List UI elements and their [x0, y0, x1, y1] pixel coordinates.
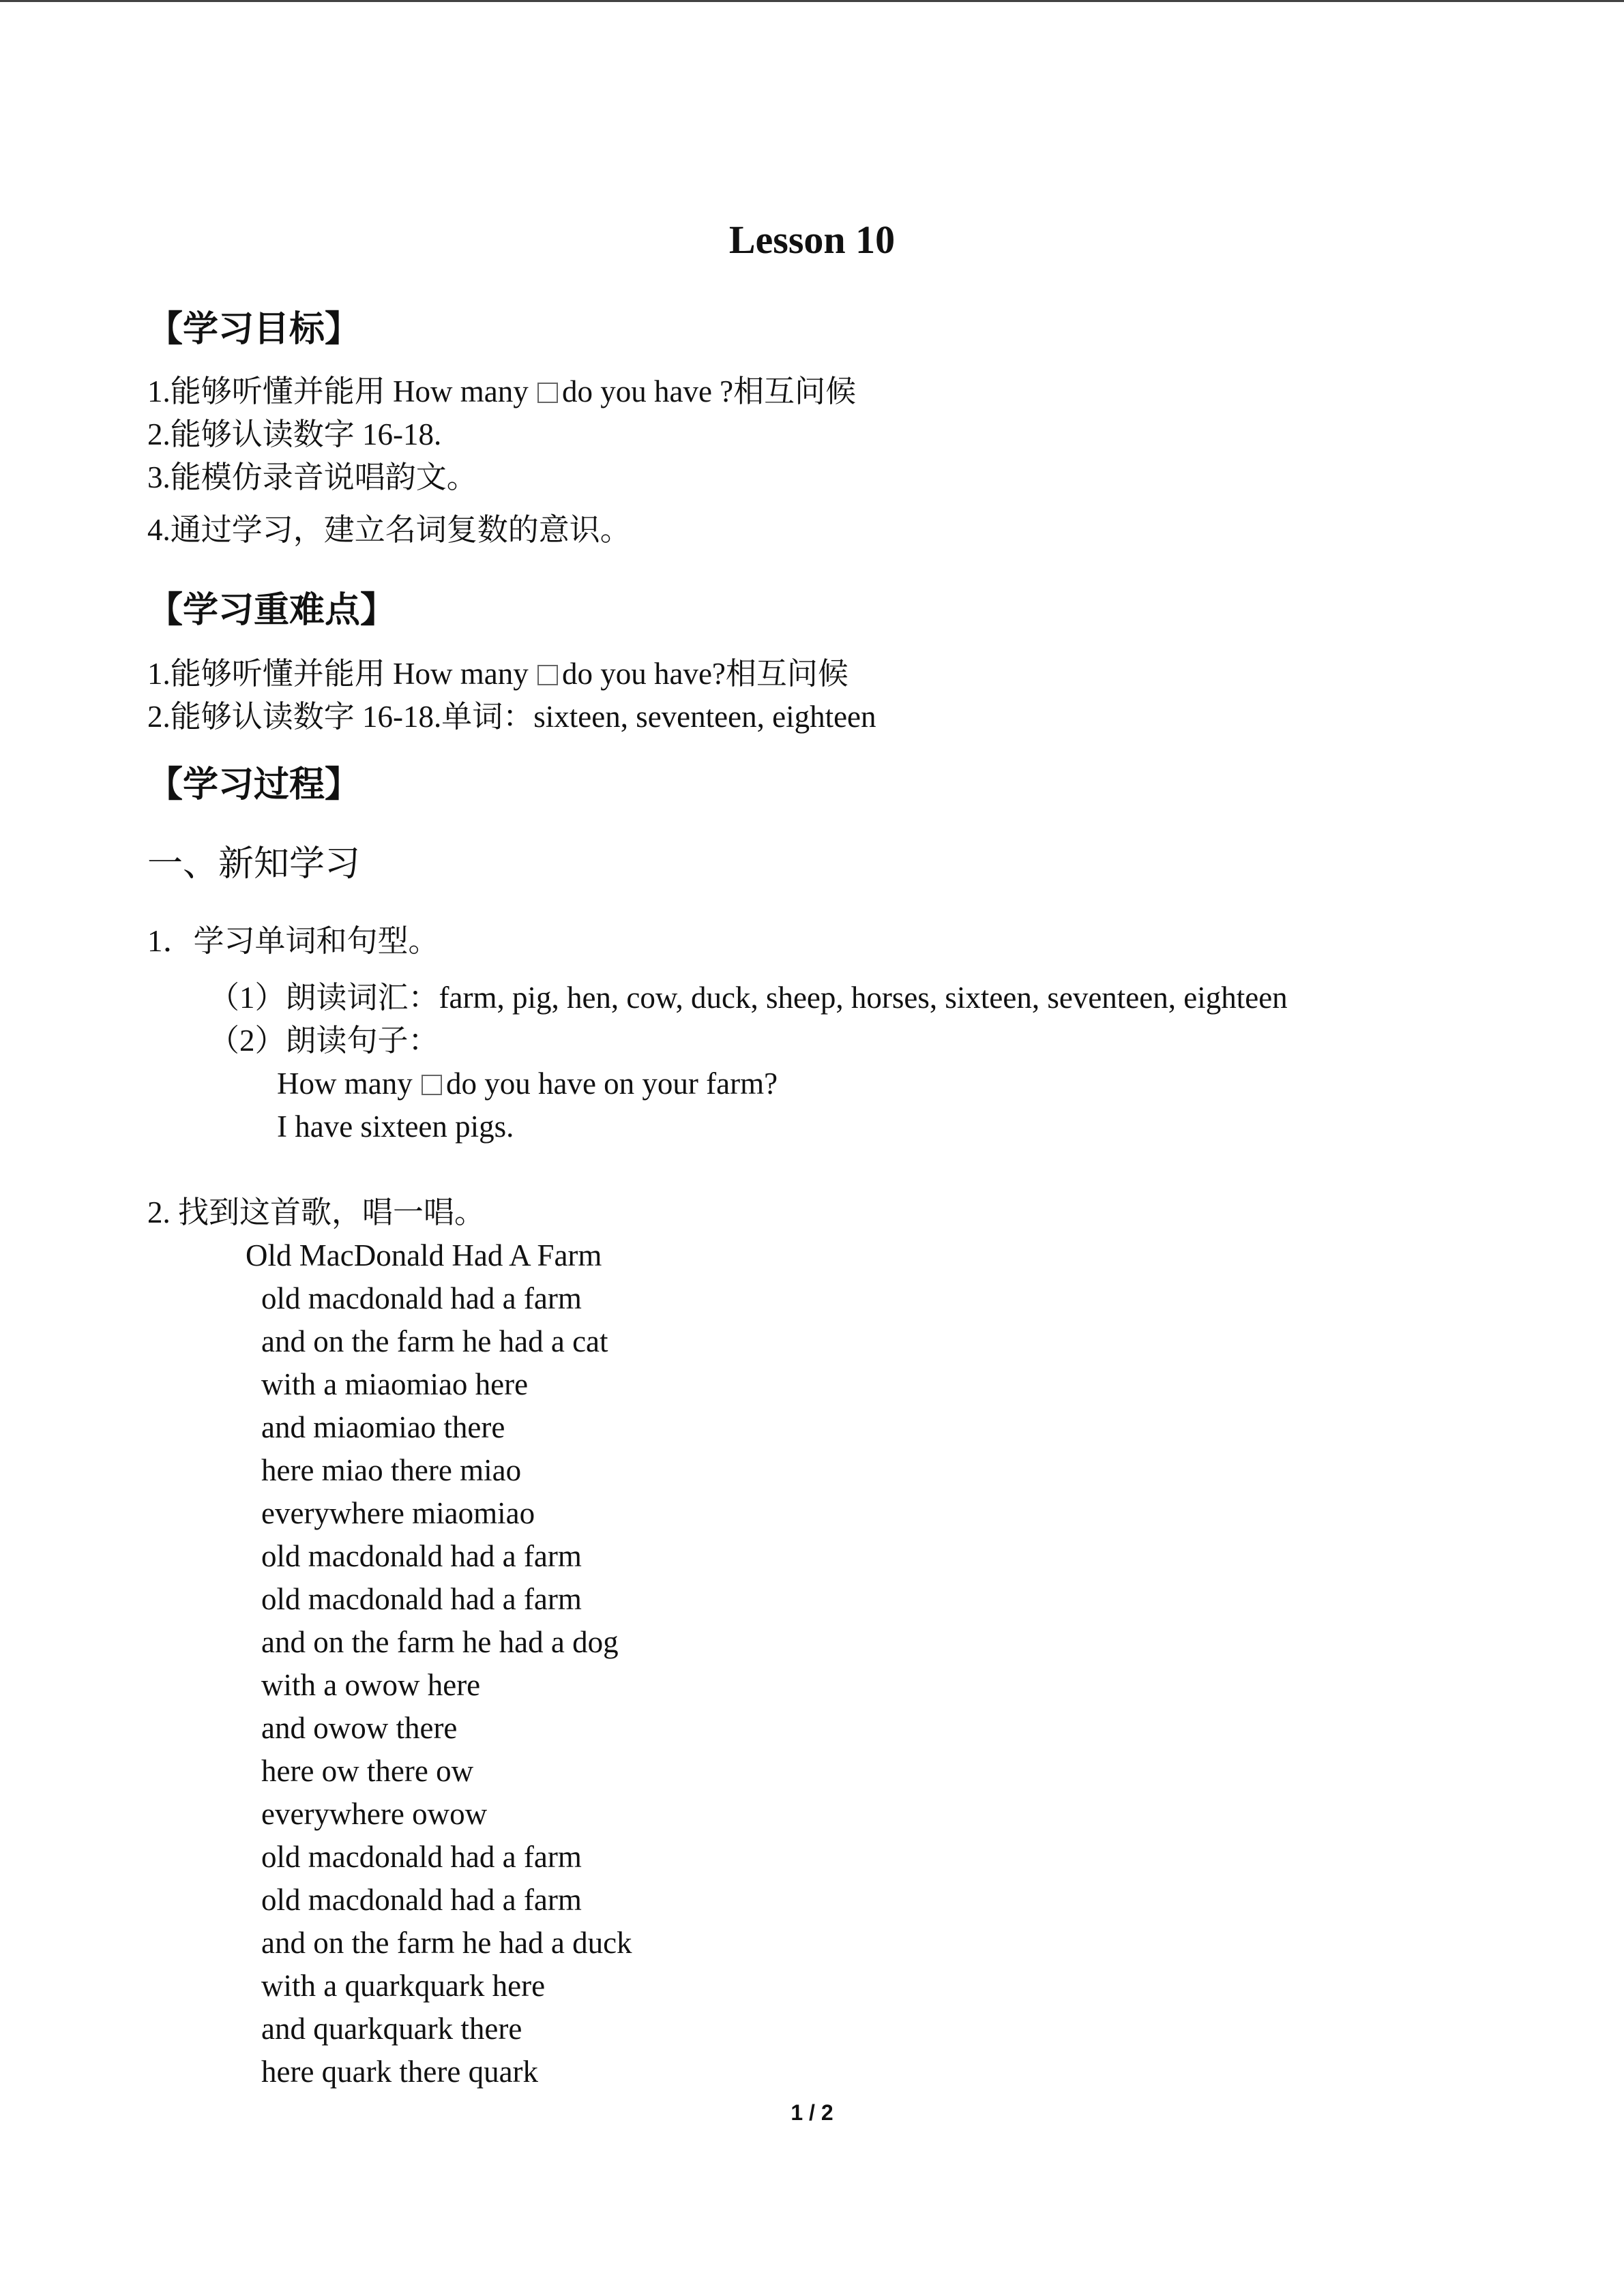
song-line: and on the farm he had a duck	[261, 1926, 632, 1960]
objective-item-4: 4.通过学习，建立名词复数的意识。	[147, 513, 631, 547]
process-item-2: 2. 找到这首歌，唱一唱。	[147, 1195, 486, 1229]
song-line: old macdonald had a farm	[261, 1539, 582, 1573]
song-line: here miao there miao	[261, 1453, 522, 1487]
song-line: old macdonald had a farm	[261, 1281, 582, 1315]
song-line: and on the farm he had a cat	[261, 1324, 608, 1358]
sentence-question-text-b: do you have on your farm?	[445, 1067, 778, 1101]
key-point-item-1-text-a: 1.能够听懂并能用 How many	[147, 657, 536, 691]
song-line: with a quarkquark here	[261, 1969, 546, 2003]
sentence-question-text-a: How many	[277, 1067, 420, 1101]
song-line: and owow there	[261, 1711, 458, 1745]
song-line: and quarkquark there	[261, 2012, 522, 2046]
song-line: here quark there quark	[261, 2055, 539, 2089]
page-number: 1 / 2	[791, 2100, 833, 2125]
sentence-answer: I have sixteen pigs.	[277, 1109, 514, 1144]
song-line: old macdonald had a farm	[261, 1840, 582, 1874]
key-point-item-1-text-b: do you have?相互问候	[561, 657, 848, 691]
song-line: here ow there ow	[261, 1754, 474, 1788]
part-heading-new-knowledge: 一、新知学习	[147, 845, 361, 884]
song-line: and on the farm he had a dog	[261, 1625, 619, 1659]
process-item-1: 1．学习单词和句型。	[147, 924, 439, 958]
song-title: Old MacDonald Had A Farm	[246, 1238, 602, 1272]
objective-item-3: 3.能模仿录音说唱韵文。	[147, 460, 477, 494]
song-line: old macdonald had a farm	[261, 1883, 582, 1917]
blank-box-icon	[537, 383, 558, 403]
key-point-item-2: 2.能够认读数字 16-18.单词：sixteen, seventeen, eighteen	[147, 700, 876, 734]
objective-item-2: 2.能够认读数字 16-18.	[147, 417, 442, 451]
song-line: old macdonald had a farm	[261, 1582, 582, 1616]
blank-box-icon	[537, 665, 558, 685]
blank-box-icon	[422, 1075, 442, 1095]
section-heading-objectives: 【学习目标】	[147, 309, 361, 350]
song-line: with a owow here	[261, 1668, 481, 1702]
section-heading-process: 【学习过程】	[147, 764, 361, 805]
objective-item-1	[147, 371, 856, 412]
song-line: with a miaomiao here	[261, 1367, 529, 1401]
process-sub-item-sentences: （2）朗读句子：	[209, 1024, 439, 1058]
objective-item-1-text-a: 1.能够听懂并能用 How many	[147, 374, 536, 408]
key-point-item-1	[147, 653, 848, 694]
page-title: Lesson 10	[728, 218, 896, 262]
song-line: and miaomiao there	[261, 1410, 505, 1444]
sentence-question	[277, 1063, 778, 1104]
process-sub-item-vocabulary: （1）朗读词汇：farm, pig, hen, cow, duck, sheep, horses, sixteen, seventeen, eighteen	[209, 981, 1288, 1015]
song-line: everywhere miaomiao	[261, 1496, 535, 1530]
objective-item-1-text-b: do you have ?相互问候	[561, 374, 857, 408]
song-line: everywhere owow	[261, 1797, 488, 1831]
section-heading-key-points: 【学习重难点】	[147, 590, 396, 631]
